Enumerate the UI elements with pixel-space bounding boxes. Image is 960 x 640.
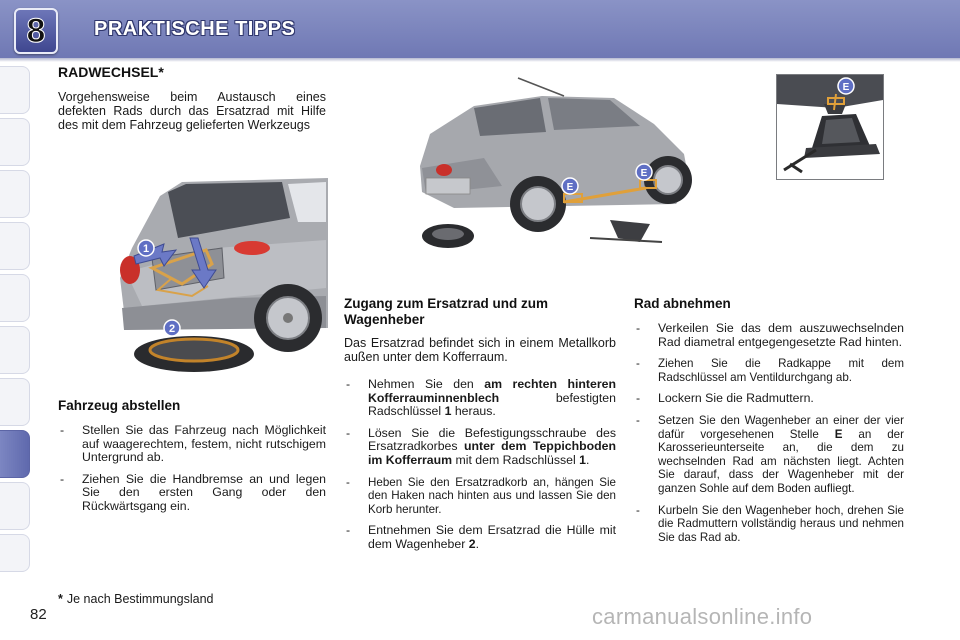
- park-list: [58, 424, 326, 522]
- chapter-tab[interactable]: [0, 274, 30, 322]
- chapter-badge: [14, 8, 58, 54]
- callout-e-jack: E: [842, 82, 850, 93]
- section-title-rad-abnehmen: Rad abnehmen: [634, 296, 731, 311]
- list-item: - Ziehen Sie die Radkappe mit dem Radschlüssel am Ventildurchgang ab.: [634, 357, 904, 384]
- rear-car-spare-wheel-illustration: [112, 178, 328, 374]
- list-item: - Setzen Sie den Wagenheber an einer der vier dafür vorgesehenen Stelle E an der Karosserieunterseite an, die dem zu wechselnden Rad am nächsten liegt. Achten Sie darauf, dass der Wagenheber mit der ganzen Sohle auf dem Boden aufliegt.: [634, 414, 904, 496]
- footnote: [58, 592, 213, 606]
- list-item: - Entnehmen Sie dem Ersatzrad die Hülle mit dem Wagenheber 2.: [344, 524, 616, 551]
- footnote-star: *: [58, 592, 63, 606]
- chapter-tab[interactable]: [0, 66, 30, 114]
- chapter-number: 8: [26, 11, 46, 50]
- callout-e-rear: E: [640, 168, 648, 179]
- chapter-tab[interactable]: [0, 482, 30, 530]
- list-item: - Nehmen Sie den am rechten hinteren Kofferrauminnenblech befestigten Radschlüssel 1 heraus.: [344, 378, 616, 419]
- list-item: - Ziehen Sie die Handbremse an und legen Sie den ersten Gang oder den Rückwärtsgang ein.: [58, 473, 326, 514]
- chapter-tab[interactable]: [0, 534, 30, 572]
- list-item: - Lockern Sie die Radmuttern.: [634, 392, 904, 406]
- list-item: - Heben Sie den Ersatzradkorb an, hängen Sie den Haken nach hinten aus und lassen Sie den Korb herunter.: [344, 476, 616, 517]
- remove-list: [634, 322, 904, 552]
- chapter-tab[interactable]: [0, 170, 30, 218]
- section-title-zugang: Zugang zum Ersatzrad und zum Wagenheber: [344, 296, 549, 327]
- callout-2: 2: [168, 323, 176, 335]
- car-jack-points-illustration: [414, 74, 696, 258]
- chapter-tab[interactable]: [0, 222, 30, 270]
- intro-paragraph: Vorgehensweise beim Austausch eines defekten Rads durch das Ersatzrad mit Hilfe des mit dem Fahrzeug gelieferten Werkzeugs: [58, 90, 326, 132]
- list-item: - Verkeilen Sie das dem auszuwechselnden Rad diametral entgegengesetzte Rad hinten.: [634, 322, 904, 349]
- header-shadow: [0, 58, 960, 62]
- footnote-text: Je nach Bestimmungsland: [66, 592, 214, 606]
- callout-e-front: E: [566, 182, 574, 193]
- section-title-radwechsel: RADWECHSEL*: [58, 64, 164, 80]
- list-item: - Kurbeln Sie den Wagenheber hoch, drehen Sie die Radmuttern vollständig heraus und nehmen Sie das Rad ab.: [634, 504, 904, 545]
- chapter-tab[interactable]: [0, 326, 30, 374]
- chapter-tab[interactable]: [0, 378, 30, 426]
- page-number: 82: [30, 606, 47, 623]
- chapter-title: PRAKTISCHE TIPPS: [94, 18, 296, 40]
- callout-1: 1: [142, 243, 150, 255]
- access-intro: Das Ersatzrad befindet sich in einem Metallkorb außen unter dem Kofferraum.: [344, 336, 616, 364]
- section-title-fahrzeug-abstellen: Fahrzeug abstellen: [58, 398, 181, 413]
- chapter-tabs: [0, 62, 34, 574]
- jack-detail-illustration: [776, 74, 884, 180]
- access-list: [344, 378, 616, 560]
- watermark: carmanualsonline.info: [592, 604, 813, 629]
- chapter-tab-active[interactable]: [0, 430, 30, 478]
- chapter-tab[interactable]: [0, 118, 30, 166]
- list-item: - Stellen Sie das Fahrzeug nach Möglichkeit auf waagerechtem, festem, nicht rutschigem Untergrund ab.: [58, 424, 326, 465]
- list-item: - Lösen Sie die Befestigungsschraube des Ersatzradkorbes unter dem Teppichboden im Kofferraum mit dem Radschlüssel 1.: [344, 427, 616, 468]
